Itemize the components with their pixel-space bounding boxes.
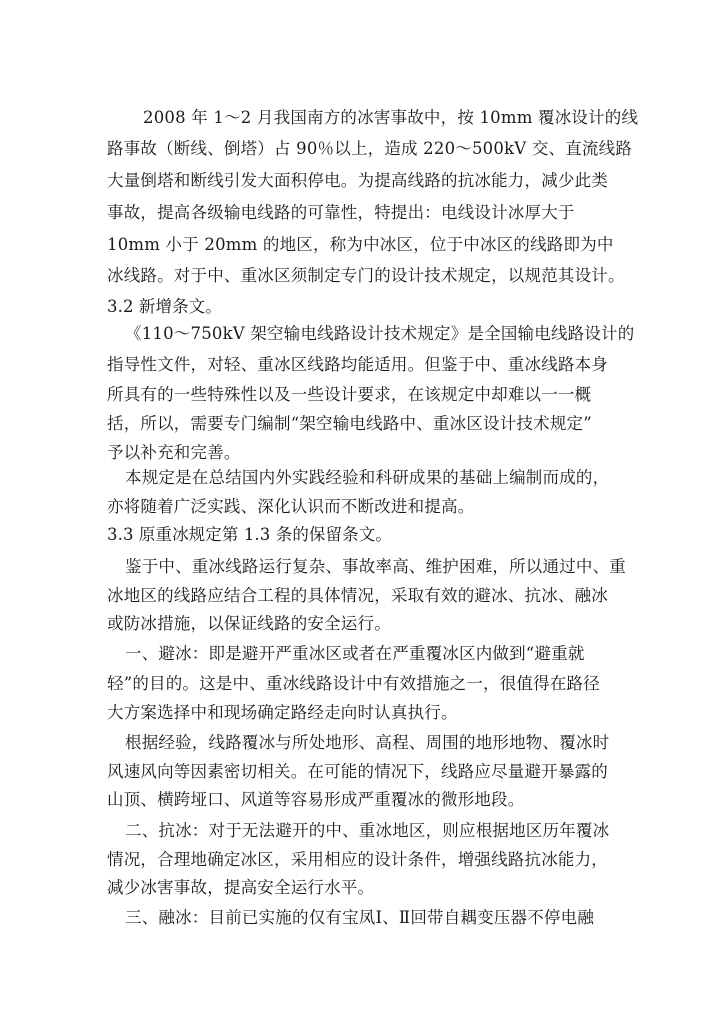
paragraph-line: 或防冰措施，以保证线路的安全运行。 [107,614,391,633]
paragraph-line: 冰地区的线路应结合工程的具体情况，采取有效的避冰、抗冰、融冰 [107,586,608,605]
section-heading-3-3: 3.3 原重冰规定第 1.3 条的保留条文。 [107,525,392,544]
paragraph-line: 括，所以，需要专门编制“架空输电线路中、重冰区设计技术规定” [107,414,592,433]
paragraph-line: 轻”的目的。这是中、重冰线路设计中有效措施之一，很值得在路径 [107,674,600,693]
paragraph-line: 予以补充和完善。 [107,443,241,462]
paragraph-line: 《110～750kV 架空输电线路设计技术规定》是全国输电线路设计的 [125,324,635,343]
paragraph-line: 二、抗冰：对于无法避开的中、重冰地区，则应根据地区历年覆冰 [125,821,610,840]
paragraph-line: 冰线路。对于中、重冰区须制定专门的设计技术规定，以规范其设计。 [107,266,625,285]
paragraph-line: 大方案选择中和现场确定路经走向时认真执行。 [107,703,458,722]
paragraph-line: 情况，合理地确定冰区，采用相应的设计条件，增强线路抗冰能力， [107,850,608,869]
paragraph-line: 指导性文件，对轻、重冰区线路均能适用。但鉴于中、重冰线路本身 [107,355,608,374]
section-heading-3-2: 3.2 新增条文。 [107,297,222,316]
paragraph-line: 2008 年 1～2 月我国南方的冰害事故中，按 10mm 覆冰设计的线 [143,108,639,127]
paragraph-line: 根据经验，线路覆冰与所处地形、高程、周围的地形地物、覆冰时 [125,733,610,752]
paragraph-line: 鉴于中、重冰线路运行复杂、事故率高、维护困难，所以通过中、重 [125,557,626,576]
paragraph-line: 所具有的一些特殊性以及一些设计要求，在该规定中却难以一一概 [107,385,592,404]
paragraph-line: 大量倒塔和断线引发大面积停电。为提高线路的抗冰能力，减少此类 [107,171,608,190]
paragraph-line: 风速风向等因素密切相关。在可能的情况下，线路应尽量避开暴露的 [107,762,608,781]
paragraph-line: 亦将随着广泛实践、深化认识而不断改进和提高。 [107,497,475,516]
paragraph-line: 一、避冰：即是避开严重冰区或者在严重覆冰区内做到“避重就 [125,644,585,663]
paragraph-line: 10mm 小于 20mm 的地区，称为中冰区，位于中冰区的线路即为中 [107,235,614,254]
paragraph-line: 事故，提高各级输电线路的可靠性，特提出：电线设计冰厚大于 [107,203,575,222]
paragraph-line: 路事故（断线、倒塔）占 90％以上，造成 220～500kV 交、直流线路 [107,139,633,158]
paragraph-line: 本规定是在总结国内外实践经验和科研成果的基础上编制而成的， [125,468,610,487]
paragraph-line: 减少冰害事故，提高安全运行水平。 [107,878,375,897]
paragraph-line: 三、融冰：目前已实施的仅有宝凤Ⅰ、Ⅱ回带自耦变压器不停电融 [125,908,595,927]
paragraph-line: 山顶、横跨垭口、风道等容易形成严重覆冰的微形地段。 [107,790,525,809]
